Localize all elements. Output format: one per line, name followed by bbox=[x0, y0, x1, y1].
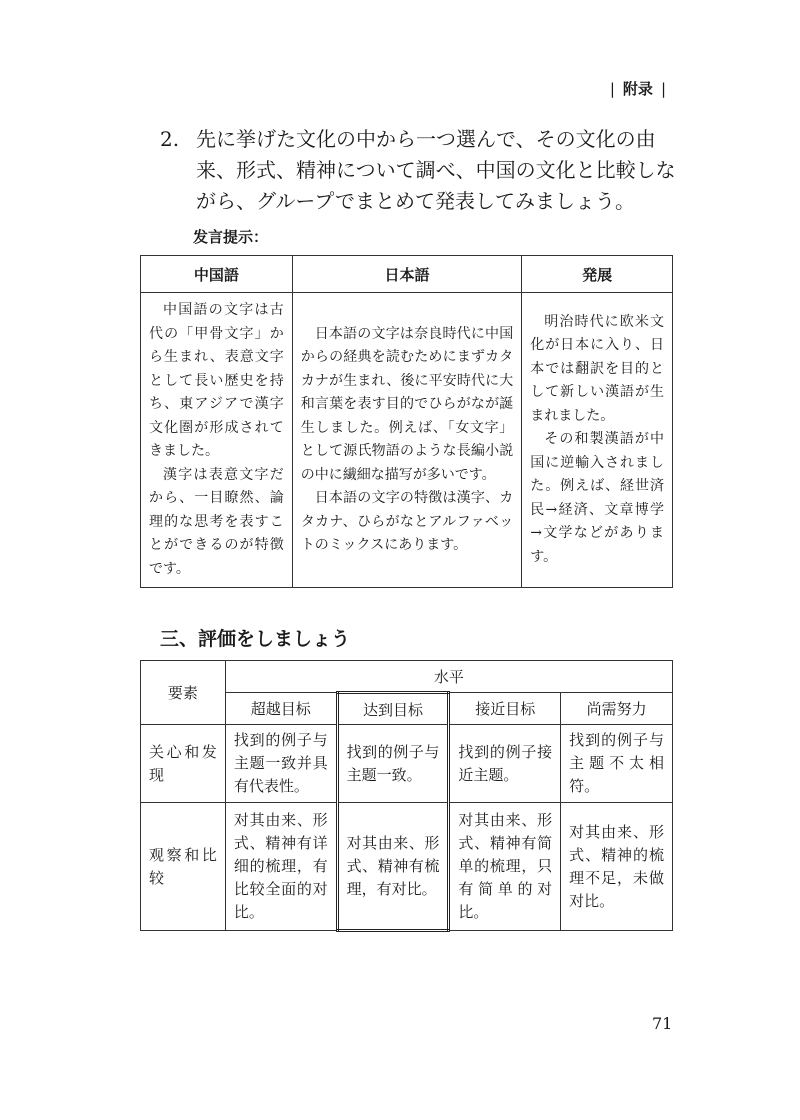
table-cell: 对其由来、形式、精神的梳理不足，未做对比。 bbox=[561, 803, 673, 931]
cell-chinese bbox=[141, 293, 293, 588]
section-heading: 三、評価をしましょう bbox=[160, 628, 351, 650]
comparison-body-row bbox=[141, 293, 673, 588]
header-chinese: 中国語 bbox=[141, 256, 293, 293]
header-label: 附录 bbox=[622, 80, 653, 98]
row-label: 观察和比较 bbox=[141, 803, 226, 931]
table-cell: 找到的例子与主题一致并具有代表性。 bbox=[225, 725, 337, 803]
cell-paragraph: 日本語の文字の特徴は漢字、カタカナ、ひらがなとアルファベットのミックスにあります。 bbox=[300, 490, 514, 553]
header-bar-right: | bbox=[660, 80, 666, 98]
table-cell: 找到的例子与主题不太相符。 bbox=[561, 725, 673, 803]
eval-row-comparison bbox=[141, 803, 673, 931]
cell-japanese bbox=[292, 293, 522, 588]
question-2 bbox=[160, 124, 680, 217]
question-text: 先に挙げた文化の中から一つ選んで、その文化の由来、形式、精神について調べ、中国の文化と比較しながら、グループでまとめて発表してみましょう。 bbox=[196, 127, 676, 213]
running-header bbox=[602, 78, 674, 99]
comparison-table bbox=[140, 255, 673, 588]
cell-paragraph: 日本語の文字は奈良時代に中国からの経典を読むためにまずカタカナが生まれ、後に平安時代に大和言葉を表す目的でひらがなが誕生しました。例えば、「女文字」として源氏物語のような長編小説の中に繊細な描写が多いです。 bbox=[300, 325, 514, 483]
table-cell: 对其由来、形式、精神有梳理，有对比。 bbox=[337, 803, 449, 931]
table-cell: 找到的例子接近主题。 bbox=[449, 725, 561, 803]
page-number: 71 bbox=[652, 1014, 673, 1033]
eval-row-discovery bbox=[141, 725, 673, 803]
level-needs-effort: 尚需努力 bbox=[561, 693, 673, 725]
prompt-label: 发言提示： bbox=[193, 228, 269, 246]
question-number: 2. bbox=[160, 127, 180, 151]
eval-group-row bbox=[141, 661, 673, 693]
level-near: 接近目标 bbox=[449, 693, 561, 725]
table-cell: 对其由来、形式、精神有简单的梳理，只有简单的对比。 bbox=[449, 803, 561, 931]
table-cell: 对其由来、形式、精神有详细的梳理，有比较全面的对比。 bbox=[225, 803, 337, 931]
eval-group-header: 水平 bbox=[225, 661, 672, 693]
level-meet: 达到目标 bbox=[337, 693, 449, 725]
level-exceed: 超越目标 bbox=[225, 693, 337, 725]
cell-development bbox=[522, 293, 673, 588]
cell-paragraph: 明治時代に欧米文化が日本に入り、日本では翻訳を目的として新しい漢語が生まれました。 bbox=[530, 313, 664, 424]
row-label: 关心和发现 bbox=[141, 725, 226, 803]
header-bar-left: | bbox=[609, 80, 615, 98]
cell-paragraph: 漢字は表意文字だから、一目瞭然、論理的な思考を表すことができるのが特徴です。 bbox=[149, 466, 284, 577]
header-japanese: 日本語 bbox=[292, 256, 522, 293]
header-development: 発展 bbox=[522, 256, 673, 293]
cell-paragraph: 中国語の文字は古代の「甲骨文字」から生まれ、表意文字として長い歴史を持ち、東アジアで漢字文化圏が形成されてきました。 bbox=[149, 302, 284, 459]
eval-corner: 要素 bbox=[141, 661, 226, 725]
table-cell: 找到的例子与主题一致。 bbox=[337, 725, 449, 803]
comparison-header-row bbox=[141, 256, 673, 293]
cell-paragraph: その和製漢語が中国に逆輸入されました。例えば、経世済民→経済、文章博学→文学などがあります。 bbox=[530, 431, 664, 565]
evaluation-table bbox=[140, 660, 673, 932]
